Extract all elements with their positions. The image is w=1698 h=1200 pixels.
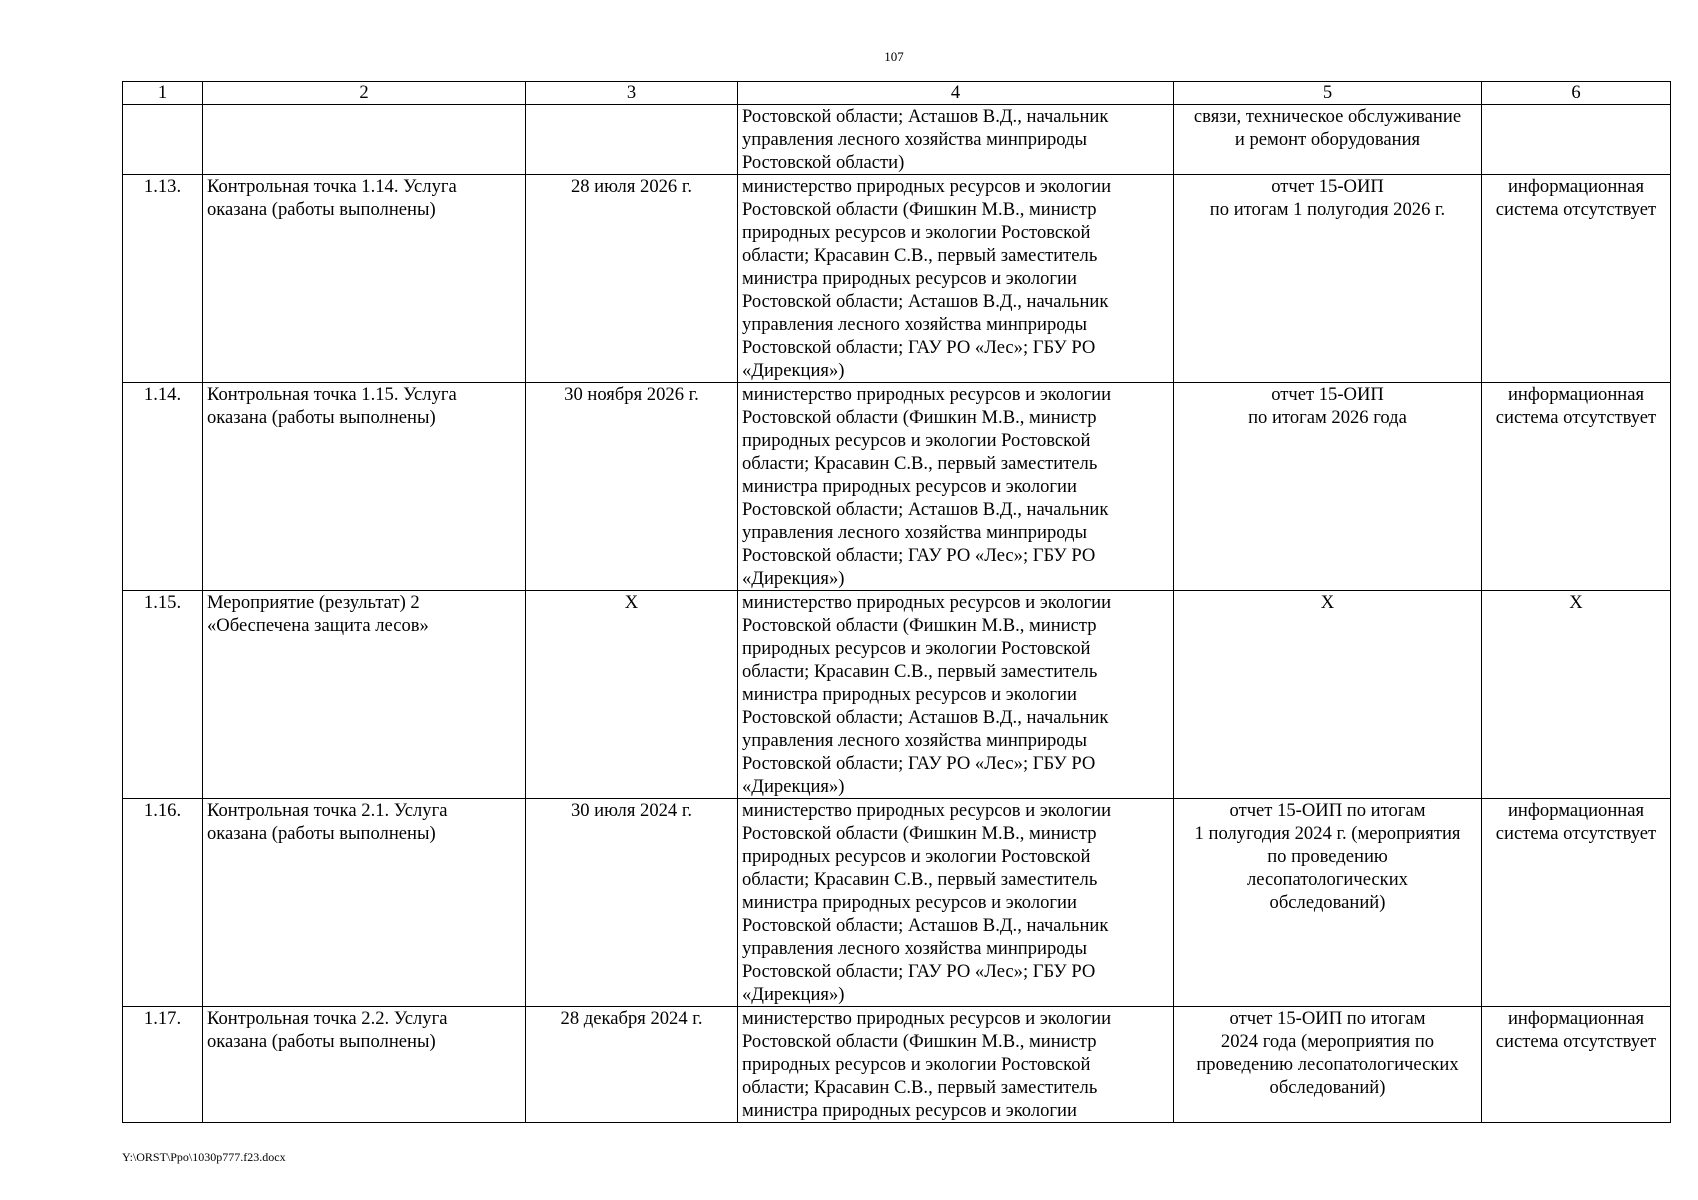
event-name-cell: Контрольная точка 1.15. Услуга оказана (работы выполнены) [203,383,526,591]
info-system-cell: информационная система отсутствует [1482,1007,1671,1123]
file-path-footer: Y:\ORST\Ppo\1030p777.f23.docx [122,1150,286,1164]
row-number-cell: 1.17. [123,1007,203,1123]
table-row [123,383,1671,591]
event-name-cell: Контрольная точка 2.1. Услуга оказана (работы выполнены) [203,799,526,1007]
row-number-cell: 1.14. [123,383,203,591]
row-number-cell: 1.13. [123,175,203,383]
table-row [123,799,1671,1007]
column-header: 3 [526,82,738,105]
row-number-cell [123,105,203,175]
deadline-cell: 28 июля 2026 г. [526,175,738,383]
report-cell: Х [1174,591,1482,799]
info-system-cell: информационная система отсутствует [1482,383,1671,591]
responsible-cell: министерство природных ресурсов и экологии Ростовской области (Фишкин М.В., министр природных ресурсов и экологии Ростовской области; Красавин С.В., первый заместитель министра природных ресурсов и экологии [738,1007,1174,1123]
report-cell: отчет 15-ОИП по итогам 2024 года (мероприятия по проведению лесопатологических обследований) [1174,1007,1482,1123]
report-cell: связи, техническое обслуживание и ремонт оборудования [1174,105,1482,175]
info-system-cell: информационная система отсутствует [1482,175,1671,383]
responsible-cell: министерство природных ресурсов и экологии Ростовской области (Фишкин М.В., министр природных ресурсов и экологии Ростовской области; Красавин С.В., первый заместитель министра природных ресурсов и экологии Ростовской области; Асташов В.Д., начальник управления лесного хозяйства минприроды Ростовской области; ГАУ РО «Лес»; ГБУ РО «Дирекция») [738,799,1174,1007]
info-system-cell: Х [1482,591,1671,799]
row-number-cell: 1.16. [123,799,203,1007]
column-header: 4 [738,82,1174,105]
table-row [123,105,1671,175]
column-header: 6 [1482,82,1671,105]
responsible-cell: министерство природных ресурсов и экологии Ростовской области (Фишкин М.В., министр природных ресурсов и экологии Ростовской области; Красавин С.В., первый заместитель министра природных ресурсов и экологии Ростовской области; Асташов В.Д., начальник управления лесного хозяйства минприроды Ростовской области; ГАУ РО «Лес»; ГБУ РО «Дирекция») [738,383,1174,591]
report-cell: отчет 15-ОИП по итогам 1 полугодия 2024 г. (мероприятия по проведению лесопатологических обследований) [1174,799,1482,1007]
report-cell: отчет 15-ОИП по итогам 1 полугодия 2026 г. [1174,175,1482,383]
deadline-cell: 30 июля 2024 г. [526,799,738,1007]
column-header-row [123,82,1671,105]
table-row [123,175,1671,383]
event-name-cell: Контрольная точка 1.14. Услуга оказана (работы выполнены) [203,175,526,383]
responsible-cell: Ростовской области; Асташов В.Д., начальник управления лесного хозяйства минприроды Ростовской области) [738,105,1174,175]
event-name-cell: Мероприятие (результат) 2 «Обеспечена защита лесов» [203,591,526,799]
row-number-cell: 1.15. [123,591,203,799]
info-system-cell: информационная система отсутствует [1482,799,1671,1007]
plan-table [122,81,1671,1123]
deadline-cell [526,105,738,175]
deadline-cell: Х [526,591,738,799]
info-system-cell [1482,105,1671,175]
responsible-cell: министерство природных ресурсов и экологии Ростовской области (Фишкин М.В., министр природных ресурсов и экологии Ростовской области; Красавин С.В., первый заместитель министра природных ресурсов и экологии Ростовской области; Асташов В.Д., начальник управления лесного хозяйства минприроды Ростовской области; ГАУ РО «Лес»; ГБУ РО «Дирекция») [738,591,1174,799]
deadline-cell: 30 ноября 2026 г. [526,383,738,591]
table-row [123,591,1671,799]
report-cell: отчет 15-ОИП по итогам 2026 года [1174,383,1482,591]
responsible-cell: министерство природных ресурсов и экологии Ростовской области (Фишкин М.В., министр природных ресурсов и экологии Ростовской области; Красавин С.В., первый заместитель министра природных ресурсов и экологии Ростовской области; Асташов В.Д., начальник управления лесного хозяйства минприроды Ростовской области; ГАУ РО «Лес»; ГБУ РО «Дирекция») [738,175,1174,383]
event-name-cell [203,105,526,175]
event-name-cell: Контрольная точка 2.2. Услуга оказана (работы выполнены) [203,1007,526,1123]
table-row [123,1007,1671,1123]
deadline-cell: 28 декабря 2024 г. [526,1007,738,1123]
column-header: 1 [123,82,203,105]
column-header: 5 [1174,82,1482,105]
page-number: 107 [884,49,904,64]
column-header: 2 [203,82,526,105]
